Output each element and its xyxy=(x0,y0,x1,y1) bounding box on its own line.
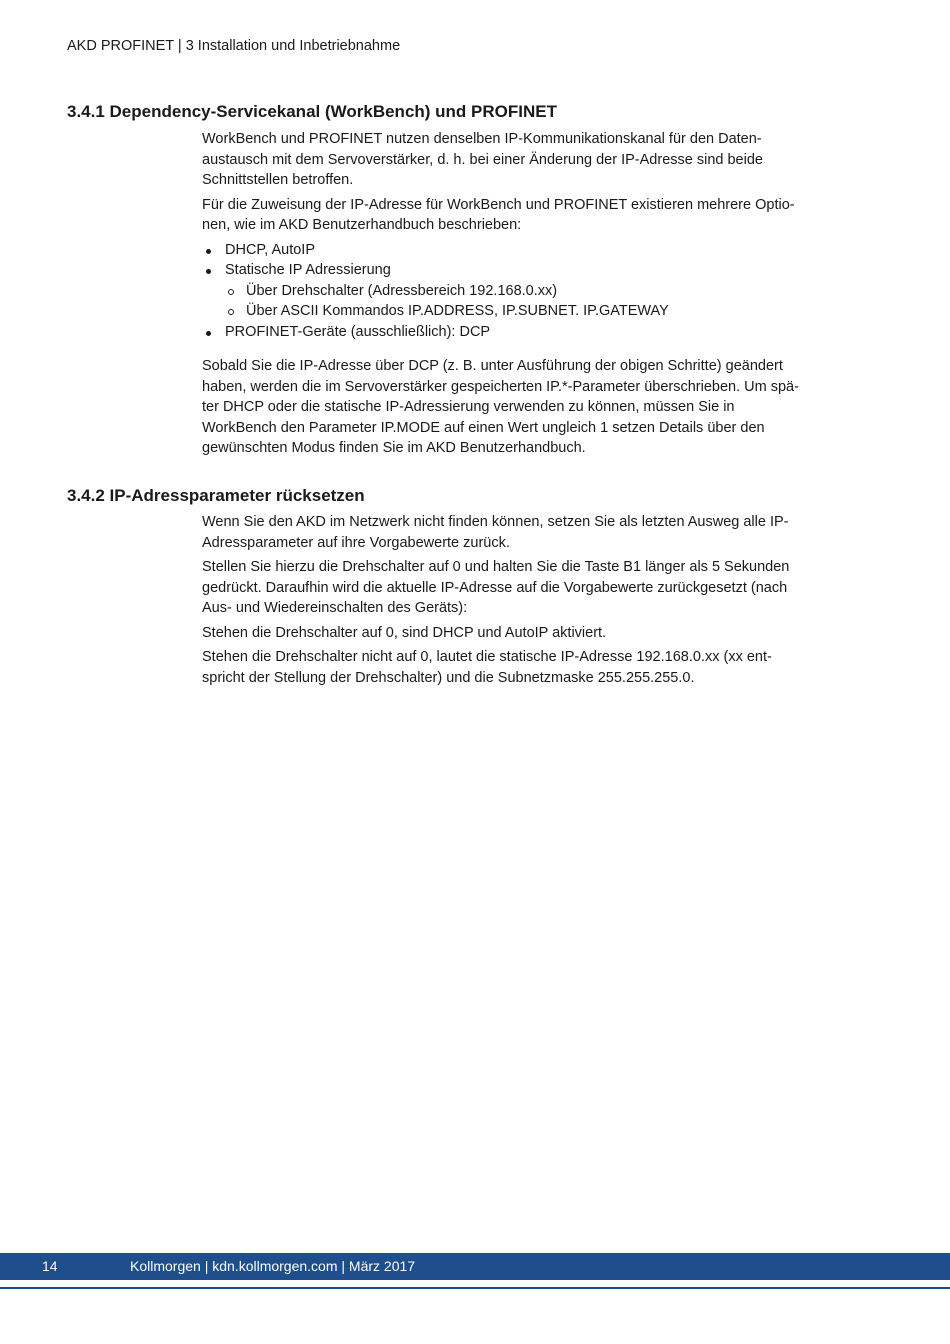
text-line: nen, wie im AKD Benutzerhandbuch beschrieben: xyxy=(202,217,522,233)
text-line: gewünschten Modus finden Sie im AKD Benutzerhandbuch. xyxy=(202,440,586,456)
paragraph xyxy=(202,647,842,688)
text-line: Für die Zuweisung der IP-Adresse für WorkBench und PROFINET existieren mehrere Optio- xyxy=(202,196,795,213)
text-line: Stellen Sie hierzu die Drehschalter auf 0 und halten Sie die Taste B1 länger als 5 Sekunden xyxy=(202,559,790,575)
list-item xyxy=(202,240,842,261)
sub-list-item-label: Über ASCII Kommandos IP.ADDRESS, IP.SUBNET. IP.GATEWAY xyxy=(246,303,669,319)
list-item-label: DHCP, AutoIP xyxy=(225,241,316,258)
section-body-3-4-1 xyxy=(202,129,842,463)
sub-bullet-list xyxy=(225,281,842,322)
text-line: Stehen die Drehschalter nicht auf 0, lautet die statische IP-Adresse 192.168.0.xx (xx ent- xyxy=(202,649,772,665)
sub-list-item-label: Über Drehschalter (Adressbereich 192.168.0.xx) xyxy=(246,282,558,299)
text-line: Stehen die Drehschalter auf 0, sind DHCP und AutoIP aktiviert. xyxy=(202,624,607,641)
text-line: Sobald Sie die IP-Adresse über DCP (z. B. unter Ausführung der obigen Schritte) geändert xyxy=(202,358,783,374)
section-heading-3-4-2: 3.4.2 IP-Adressparameter rücksetzen xyxy=(67,486,365,505)
text-line: Wenn Sie den AKD im Netzwerk nicht finden können, setzen Sie als letzten Ausweg alle IP- xyxy=(202,514,789,530)
footer-bar xyxy=(0,1253,950,1280)
bullet-dot-icon xyxy=(206,269,211,274)
list-item xyxy=(202,260,842,322)
list-item xyxy=(202,322,842,343)
paragraph xyxy=(202,129,842,191)
paragraph xyxy=(202,512,842,553)
text-line: WorkBench und PROFINET nutzen denselben IP-Kommunikationskanal für den Daten- xyxy=(202,131,762,147)
text-line: WorkBench den Parameter IP.MODE auf einen Wert ungleich 1 setzen Details über den xyxy=(202,419,765,436)
bullet-list xyxy=(202,240,842,343)
text-line: austausch mit dem Servoverstärker, d. h. bei einer Änderung der IP-Adresse sind beide xyxy=(202,151,763,168)
page-number: 14 xyxy=(42,1258,58,1274)
text-line: gedrückt. Daraufhin wird die aktuelle IP-Adresse auf die Vorgabewerte zurückgesetzt (nach xyxy=(202,579,788,596)
paragraph xyxy=(202,623,842,644)
bullet-circle-icon xyxy=(228,309,234,315)
list-item-label: PROFINET-Geräte (ausschließlich): DCP xyxy=(225,323,491,340)
bullet-dot-icon xyxy=(206,249,211,254)
text-line: Schnittstellen betroffen. xyxy=(202,172,354,188)
text-line: Aus- und Wiedereinschalten des Geräts): xyxy=(202,600,468,616)
list-item-label: Statische IP Adressierung xyxy=(225,262,391,278)
section-heading-3-4-1: 3.4.1 Dependency-Servicekanal (WorkBench) und PROFINET xyxy=(67,102,557,121)
text-line: haben, werden die im Servoverstärker gespeicherten IP.*-Parameter überschrieben. Um spä- xyxy=(202,378,799,395)
paragraph xyxy=(202,356,842,459)
footer-divider xyxy=(0,1287,950,1289)
text-line: ter DHCP oder die statische IP-Adressierung verwenden zu können, müssen Sie in xyxy=(202,399,735,415)
bullet-circle-icon xyxy=(228,289,234,295)
sub-list-item xyxy=(225,301,842,322)
paragraph xyxy=(202,557,842,619)
running-header: AKD PROFINET | 3 Installation und Inbetriebnahme xyxy=(67,38,401,54)
sub-list-item xyxy=(225,281,842,302)
paragraph xyxy=(202,195,842,236)
section-body-3-4-2 xyxy=(202,512,842,692)
text-line: Adressparameter auf ihre Vorgabewerte zurück. xyxy=(202,534,510,551)
bullet-dot-icon xyxy=(206,331,211,336)
text-line: spricht der Stellung der Drehschalter) und die Subnetzmaske 255.255.255.0. xyxy=(202,669,695,686)
footer-text: Kollmorgen | kdn.kollmorgen.com | März 2017 xyxy=(130,1258,416,1274)
